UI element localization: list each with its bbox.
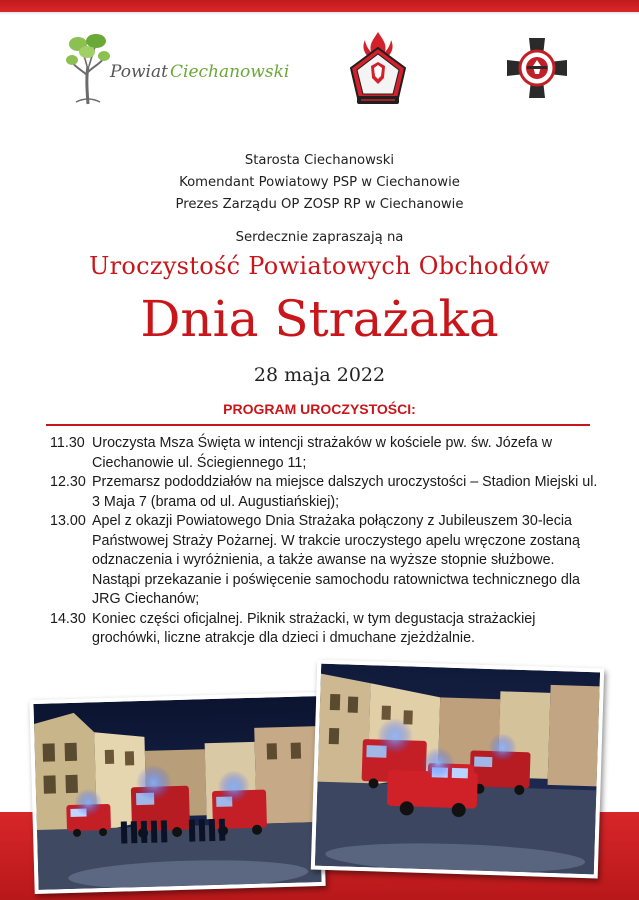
program-time: 11.30 bbox=[50, 435, 85, 451]
program-time: 12.30 bbox=[50, 474, 86, 490]
zosp-cross-emblem-icon bbox=[505, 36, 569, 100]
psp-fire-service-emblem-icon bbox=[343, 30, 413, 108]
program-time: 13.00 bbox=[50, 513, 86, 529]
program-time: 14.30 bbox=[50, 610, 86, 627]
event-title-line1: Uroczystość Powiatowych Obchodów bbox=[89, 252, 550, 280]
program-divider bbox=[46, 424, 590, 426]
program-item bbox=[50, 512, 600, 610]
powiat-ciechanowski-logo bbox=[66, 32, 301, 106]
event-date: 28 maja 2022 bbox=[253, 364, 386, 386]
organizers-block bbox=[0, 150, 639, 216]
logos-row bbox=[0, 30, 639, 110]
night-fire-trucks-parade-photo bbox=[311, 660, 604, 879]
program-item bbox=[50, 434, 600, 473]
program-item bbox=[50, 473, 600, 512]
program-list bbox=[50, 434, 600, 649]
invite-line: Serdecznie zapraszają na bbox=[235, 230, 404, 245]
organizer-komendant: Komendant Powiatowy PSP w Ciechanowie bbox=[179, 175, 460, 190]
night-fire-trucks-with-firefighters-photo bbox=[29, 692, 325, 894]
organizer-starosta: Starosta Ciechanowski bbox=[244, 153, 395, 168]
program-heading: PROGRAM UROCZYSTOŚCI: bbox=[223, 401, 416, 417]
program-text: Apel z okazji Powiatowego Dnia Strażaka połączony z Jubileuszem 30-lecia Państwowej Straży Pożarnej. W trakcie uroczystego apelu wręczone zostaną odznaczenia i wyróżnienia, a także awanse na wyższe stopnie służbowe. Nastąpi przekazanie i poświęcenie samochodu ratownictwa technicznego dla JRG Ciechanów; bbox=[92, 513, 580, 607]
top-red-band bbox=[0, 0, 639, 12]
tree-logo-icon bbox=[66, 32, 110, 106]
program-text: Uroczysta Msza Święta w intencji strażaków w kościele pw. św. Józefa w Ciechanowie ul. Ściegiennego 11; bbox=[92, 435, 553, 471]
program-text: Koniec części oficjalnej. Piknik strażacki, w tym degustacja strażackiej grochówki, liczne atrakcje dla dzieci i dmuchane zjeżdżalnie. bbox=[92, 610, 536, 646]
program-text: Przemarsz pododdziałów na miejsce dalszych uroczystości – Stadion Miejski ul. 3 Maja 7 (brama od ul. Augustiańskiej); bbox=[92, 474, 598, 510]
event-title-line2: Dnia Strażaka bbox=[140, 290, 499, 348]
organizer-prezes: Prezes Zarządu OP ZOSP RP w Ciechanowie bbox=[175, 197, 464, 212]
powiat-word: Powiat bbox=[110, 62, 168, 82]
ciechanowski-word: Ciechanowski bbox=[170, 62, 290, 82]
program-item bbox=[50, 610, 600, 649]
